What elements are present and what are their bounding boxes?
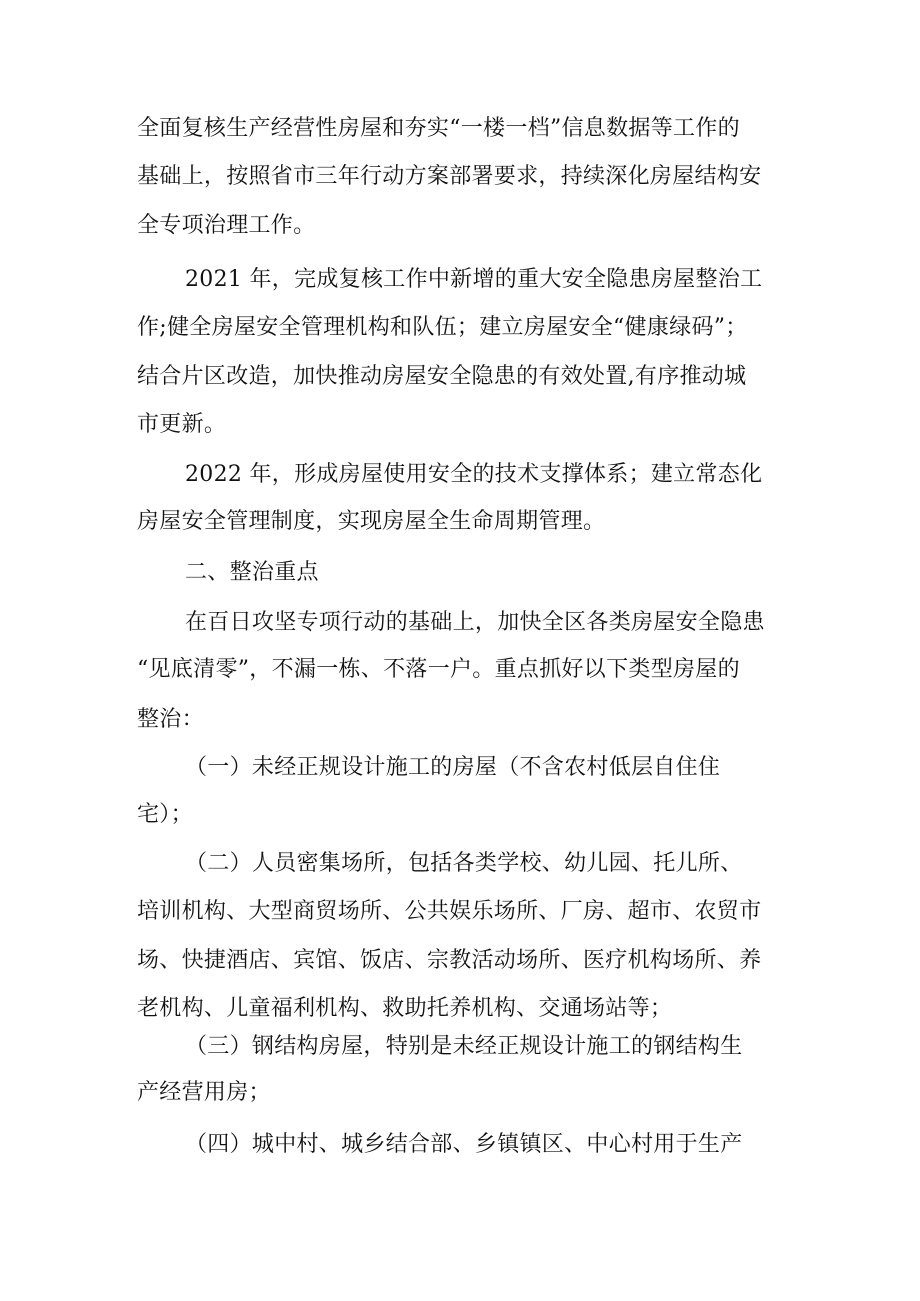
list-item-line: 宅）； [137, 802, 193, 827]
list-item-line: 老机构、儿童福利机构、救助托养机构、交通场站等； [137, 996, 673, 1021]
text-line: 全面复核生产经营性房屋和夯实“一楼一档”信息数据等工作的 [137, 116, 740, 141]
text-line: 全专项治理工作。 [137, 213, 316, 238]
text-line: 结合片区改造，加快推动房屋安全隐患的有效处置,有序推动城 [137, 364, 747, 389]
section-heading: 二、整治重点 [185, 560, 319, 585]
list-item-line: （二）人员密集场所，包括各类学校、幼儿园、托儿所、 [185, 851, 743, 876]
list-item-line: （三）钢结构房屋，特别是未经正规设计施工的钢结构生 [185, 1034, 743, 1059]
list-item-line: （一）未经正规设计施工的房屋（不含农村低层自住住 [185, 755, 721, 780]
text-line: 2022 年，形成房屋使用安全的技术支撑体系；建立常态化 [185, 462, 763, 487]
text-line: 在百日攻坚专项行动的基础上，加快全区各类房屋安全隐患 [185, 610, 765, 635]
list-item-line: （四）城中村、城乡结合部、乡镇镇区、中心村用于生产 [185, 1132, 743, 1157]
text-line: “见底清零”，不漏一栋、不落一户。重点抓好以下类型房屋的 [137, 657, 740, 682]
list-item-line: 产经营用房； [137, 1080, 271, 1105]
list-item-line: 培训机构、大型商贸场所、公共娱乐场所、厂房、超市、农贸市 [137, 899, 762, 924]
text-line: 作;健全房屋安全管理机构和队伍；建立房屋安全“健康绿码”； [137, 315, 748, 340]
list-item-line: 场、快捷酒店、宾馆、饭店、宗教活动场所、医疗机构场所、养 [137, 948, 762, 973]
text-line: 基础上，按照省市三年行动方案部署要求，持续深化房屋结构安 [137, 164, 762, 189]
text-line: 房屋安全管理制度，实现房屋全生命周期管理。 [137, 509, 606, 534]
text-line: 市更新。 [137, 412, 227, 437]
text-line: 整治： [137, 707, 204, 732]
text-line: 2021 年，完成复核工作中新增的重大安全隐患房屋整治工 [185, 267, 763, 292]
